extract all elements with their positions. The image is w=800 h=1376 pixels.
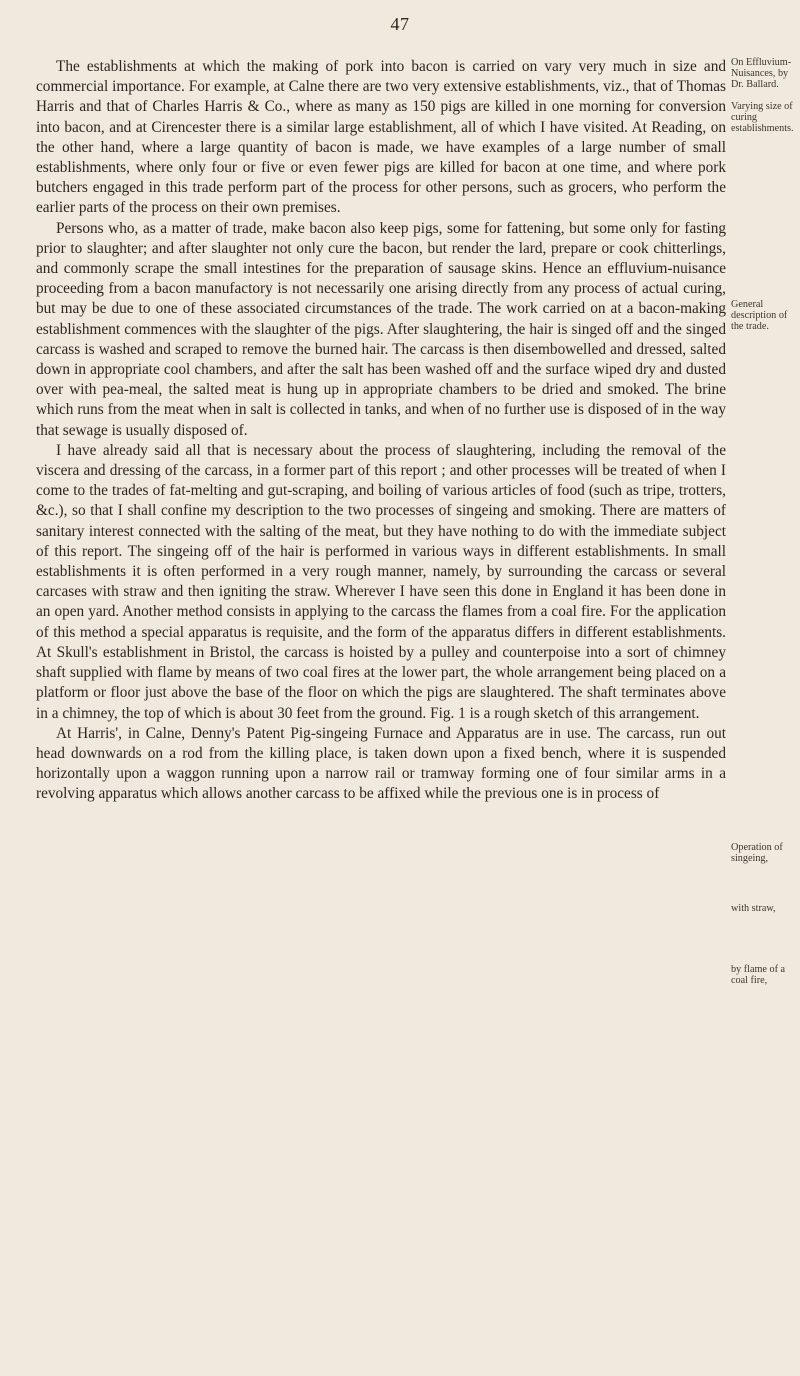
sidenote-by-flame: by flame of a coal fire,: [731, 964, 786, 986]
paragraph-2: Persons who, as a matter of trade, make bacon also keep pigs, some for fattening, but some only for fasting prior to slaughter; and after slaughter not only cure the bacon, but render the lard, prepare or cook chitterlings, and commonly scrape the small intestines for the preparation of sausage skins. Hence an effluvium-nuisance proceeding from a bacon manufactory is not necessarily one arising directly from any process of actual curing, but may be due to one of these associated circumstances of the trade. The work carried on at a bacon-making establishment commences with the slaughter of the pigs. After slaughtering, the hair is singed off and the singed carcass is washed and scraped to remove the burned hair. The carcass is then disembowelled and dressed, salted down in appropriate cool chambers, and after the salt has been washed off and the surface wiped dry and dusted over with pea-meal, the salted meat is hung up in appropriate chambers to be dried and smoked. The brine which runs from the meat when in salt is collected in tanks, and when of no further use is disposed of in the way that sewage is usually disposed of.: [36, 219, 726, 439]
sidenote-operation-of-singeing: Operation of singeing,: [731, 842, 783, 864]
sidenote-with-straw: with straw,: [731, 903, 776, 914]
paragraph-3: I have already said all that is necessary about the process of slaughtering, including the removal of the viscera and dressing of the carcass, in a former part of this report ; and other processes will be treated of when I come to the trades of fat-melting and gut-scraping, and boiling of various articles of food (such as tripe, trotters, &c.), so that I shall confine my description to the two processes of singeing and smoking. There are matters of sanitary interest connected with the salting of the meat, but they have nothing to do with the immediate subject of this report. The singeing off of the hair is performed in various ways in different establishments. In small establishments it is often performed in a very rough manner, namely, by surrounding the carcass or several carcases with straw and then igniting the straw. Wherever I have seen this done in England it has been done in an open yard. Another method consists in applying to the carcass the flames from a coal fire. For the application of this method a special apparatus is requisite, and the form of the apparatus differs in different establishments. At Skull's establishment in Bristol, the carcass is hoisted by a pulley and counterpoise into a sort of chimney shaft supplied with flame by means of two coal fires at the lower part, the whole arrangement being placed on a platform or floor just above the base of the floor on which the pigs are slaughtered. The shaft terminates above in a chimney, the top of which is about 30 feet from the ground. Fig. 1 is a rough sketch of this arrangement.: [36, 441, 726, 722]
page-number: 47: [390, 14, 410, 34]
sidenote-effluvium-nuisances: On Effluvium-Nuisances, by Dr. Ballard.: [731, 57, 792, 90]
body-text: [36, 57, 726, 805]
paragraph-4: At Harris', in Calne, Denny's Patent Pig-singeing Furnace and Apparatus are in use. The carcass, run out head downwards on a rod from the killing place, is taken down upon a fixed bench, where it is suspended horizontally upon a waggon running upon a narrow rail or tramway forming one of four similar arms in a revolving apparatus which allows another carcass to be affixed while the previous one is in process of: [36, 724, 726, 803]
paragraph-1: The establishments at which the making of pork into bacon is carried on vary very much in size and commercial importance. For example, at Calne there are two very extensive establishments, viz., that of Thomas Harris and that of Charles Harris & Co., where as many as 150 pigs are killed in one morning for conversion into bacon, and at Cirencester there is a similar large establishment, all of which I have visited. At Reading, on the other hand, where a large quantity of bacon is made, we have examples of a large number of small establishments, where only four or five or even fewer pigs are killed for bacon at one time, and where pork butchers engaged in this trade perform part of the process for other persons, such as grocers, who perform the earlier parts of the process on their own premises.: [36, 58, 726, 217]
sidenote-varying-size: Varying size of curing establishments.: [731, 101, 794, 134]
sidenote-general-description: General description of the trade.: [731, 299, 788, 332]
